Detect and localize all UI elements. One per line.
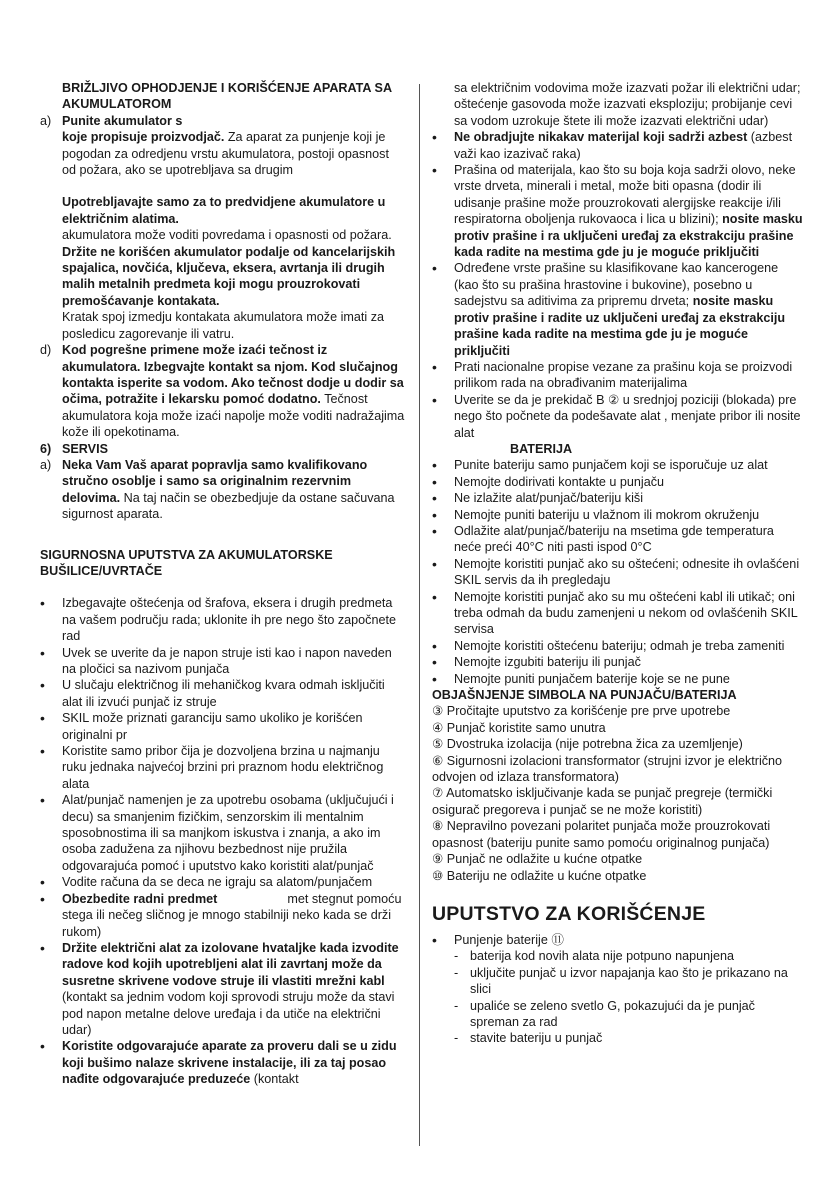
column-divider bbox=[419, 84, 420, 1146]
usage-steps bbox=[432, 948, 804, 1046]
list-item-rest: Prašina od materijala, kao što su boja koja sadrži olovo, neke vrste drveta, minerali i metal, može biti opasna (dodir ili udisanje prašine može prouzrokovati alergijske reakcije i/ili respiratorna oboljenja rukovaoca i lica u blizini); bbox=[454, 163, 796, 227]
list-item-text: U slučaju električnog ili mehaničkog kvara odmah isključiti alat ili izvući punjač iz struje bbox=[62, 678, 385, 709]
list-item bbox=[432, 654, 804, 670]
list-item-rest: (kontakt sa jednim vodom koji sprovodi struju može da stavi pod napon metalne delove uređaja i da utiče na električni udar) bbox=[62, 990, 395, 1037]
bullet-dot: • bbox=[432, 931, 437, 948]
bullet-dot: • bbox=[432, 129, 437, 146]
battery-list bbox=[432, 457, 804, 687]
symbol-item: ⑧ Nepravilno povezani polaritet punjača može prouzrokovati opasnost (bateriju punite samo pomoću originalnog punjača) bbox=[432, 819, 771, 850]
symbol-item: ④ Punjač koristite samo unutra bbox=[432, 720, 606, 735]
bullet-dot: • bbox=[432, 588, 437, 605]
item-d-liquid bbox=[40, 342, 405, 440]
list-item-text bbox=[454, 260, 804, 358]
list-item-bold: nosite masku protiv prašine i radite uz uključeni uređaj za ekstrakciju prašine kada radite na mestima gde ju je moguće priključiti bbox=[454, 294, 786, 358]
section-marker: 6) bbox=[40, 441, 52, 456]
list-item-bold: Obezbedite radni predmet bbox=[62, 891, 218, 906]
list-item-rest: (azbest važi kao izazivač raka) bbox=[454, 130, 793, 161]
list-item-text: Nemojte koristiti punjač ako su oštećeni; odnesite ih ovlašćeni SKIL servis da ih pregledaju bbox=[454, 556, 800, 588]
list-item-text: Uverite se da je prekidač B ② u srednjoj poziciji (blokada) pre nego što počnete da podešavate alat , menjate pribor ili nosite alat bbox=[454, 392, 801, 440]
bullet-dot: • bbox=[432, 391, 437, 408]
symbol-item: ③ Pročitajte uputstvo za korišćenje pre prve upotrebe bbox=[432, 704, 731, 719]
step-item bbox=[432, 1030, 804, 1046]
list-item-text: Uvek se uverite da je napon struje isti kao i napon naveden na pločici sa nazivom punjača bbox=[62, 645, 392, 676]
item-marker: d) bbox=[40, 343, 52, 358]
list-item bbox=[432, 490, 804, 506]
list-item-workpiece bbox=[40, 891, 405, 940]
list-item-text bbox=[454, 162, 804, 260]
bullet-dot: • bbox=[432, 162, 437, 179]
list-item-text: Izbegavajte oštećenja od šrafova, eksera i drugih predmeta na vašem području rada; uklonite ih pre nego što započnete rad bbox=[62, 596, 396, 644]
list-item-text bbox=[62, 891, 405, 940]
battery-section-title: BATERIJA bbox=[510, 441, 573, 456]
bullet-dot: • bbox=[40, 792, 45, 809]
item-marker: a) bbox=[40, 457, 52, 472]
list-item-bold: Koristite odgovarajuće aparate za proveru dali se u zidu koji bušimo nalaze skrivene instalacije, ili za taj posao nađite odgovarajuće preduzeće bbox=[62, 1039, 397, 1087]
item-b-use bbox=[40, 194, 405, 243]
list-item-rest: (kontakt bbox=[250, 1072, 299, 1087]
list-item bbox=[40, 645, 405, 678]
drill-safety-list bbox=[40, 595, 405, 1087]
bullet-dot: • bbox=[40, 677, 45, 694]
list-item-bold: nosite masku protiv prašine i ra uključeni uređaj za ekstrakciju prašine kada radite na mestima gde ju je moguće priključiti bbox=[454, 212, 803, 260]
list-item-text: Nemojte koristiti punjač ako su mu oštećeni kabl ili utikač; oni treba odmah da budu zamenjeni u nekom od ovlašćenih SKIL servisa bbox=[454, 589, 798, 637]
bullet-dot: • bbox=[432, 490, 437, 507]
left-column bbox=[40, 80, 405, 1088]
bullet-dot: • bbox=[40, 595, 45, 612]
list-item-text: Nemojte izgubiti bateriju ili punjač bbox=[454, 655, 641, 670]
list-item bbox=[40, 677, 405, 710]
list-item-carcinogen bbox=[432, 260, 804, 358]
bullet-dot: • bbox=[40, 939, 45, 956]
item-marker: a) bbox=[40, 113, 52, 128]
list-item-text: Nemojte puniti bateriju u vlažnom ili mokrom okruženju bbox=[454, 507, 760, 522]
item-servis-body bbox=[62, 457, 405, 523]
item-d-bold: Kod pogrešne primene može izaći tečnost iz akumulatora. Izbegvajte kontakt sa njom. Kod slučajnog kontakta isperite sa vodom. Ako tečnost dodje u dodir sa očima, potražite i lekarsku pomoć dodatno. bbox=[62, 343, 404, 407]
right-column bbox=[432, 80, 804, 1047]
list-item-text: SKIL može priznati garanciju samo ukoliko je korišćen originalni pr bbox=[62, 711, 363, 742]
item-servis-text: Na taj način se obezbedjuje da ostane sačuvana sigurnost aparata. bbox=[62, 490, 395, 522]
continued-text: sa električnim vodovima može izazvati požar ili električni udar; oštećenje gasovoda može izazvati eksploziju; probijanje cevi sa vodom uzrokuje štete ili može izazvati električni udar) bbox=[454, 81, 801, 128]
step-text: uključite punjač u izvor napajanja kao što je prikazano na slici bbox=[470, 965, 788, 997]
list-item-text: Alat/punjač namenjen je za upotrebu osobama (uključujući i decu) sa smanjenim fizičkim, senzorskim ili mentalnim sposobnostima ili sa manjkom iskustva i znanja, a ako im osoba zadužena za njihovu bezbednost nije pružila odgovarajuća pomoć i uputstvo kako koristiti alat/punjač bbox=[62, 793, 394, 873]
list-item-text: Ne izlažite alat/punjač/bateriju kiši bbox=[454, 491, 643, 506]
list-item bbox=[432, 457, 804, 473]
item-a-body bbox=[62, 129, 405, 178]
item-servis-a bbox=[40, 457, 405, 523]
list-item bbox=[432, 638, 804, 654]
step-text: stavite bateriju u punjač bbox=[470, 1031, 603, 1046]
bullet-dot: • bbox=[432, 670, 437, 687]
item-d-text: Tečnost akumulatora koja može izaći napolje može voditi nadražajima kože ili opekotinama. bbox=[62, 392, 405, 440]
step-text: baterija kod novih alata nije potpuno napunjena bbox=[470, 949, 734, 964]
item-a-bold: koje propisuje proizvodjač. bbox=[62, 130, 225, 145]
item-servis-bold: Neka Vam Vaš aparat popravlja samo kvalifikovano stručno osoblje i samo sa originalnim rezervnim delovima. bbox=[62, 457, 368, 505]
list-item bbox=[432, 507, 804, 523]
list-item-dust bbox=[432, 162, 804, 260]
drill-safety-heading: SIGURNOSNA UPUTSTVA ZA AKUMULATORSKE BUŠILICE/UVRTAČE bbox=[40, 547, 333, 578]
symbol-item: ⑨ Punjač ne odlažite u kućne otpatke bbox=[432, 852, 643, 867]
bullet-dot: • bbox=[40, 644, 45, 661]
bullet-dot: • bbox=[432, 457, 437, 474]
section-servis-title: SERVIS bbox=[62, 441, 108, 456]
list-item-text: Koristite samo pribor čija je dozvoljena brzina u najmanju ruku jednaka najvećoj brzini pri praznom hodu električnog alata bbox=[62, 744, 384, 791]
bullet-dot: • bbox=[40, 874, 45, 891]
symbol-item: ⑦ Automatsko isključivanje kada se punjač pregreje (termički osigurač pregoreva i punjač se ne može koristiti) bbox=[432, 786, 773, 817]
bullet-dot: • bbox=[432, 260, 437, 277]
symbols-list bbox=[432, 703, 804, 883]
bullet-dot: • bbox=[40, 710, 45, 727]
bullet-dot: • bbox=[40, 890, 45, 907]
step-text: upaliće se zeleno svetlo G, pokazujući da je punjač spreman za rad bbox=[470, 998, 755, 1029]
list-item-text: Nemojte koristiti oštećenu bateriju; odmah je treba zameniti bbox=[454, 638, 785, 653]
list-item-text: Vodite računa da se deca ne igraju sa alatom/punjačem bbox=[62, 875, 373, 890]
item-c-bold: Držite ne korišćen akumulator podalje od kancelarijskih spajalica, novčića, ključeva, eksera, avrtanja ili drugih malih metalnih predmeta koji mogu prouzrokovati premošćavanje kontakata. bbox=[62, 244, 396, 308]
list-item bbox=[432, 523, 804, 556]
list-item-text: Nemojte dodirivati kontakte u punjaču bbox=[454, 474, 665, 489]
bullet-dot: • bbox=[40, 743, 45, 760]
bullet-dot: • bbox=[432, 522, 437, 539]
bullet-dot: • bbox=[432, 473, 437, 490]
dash-marker: - bbox=[454, 949, 459, 964]
bullet-dot: • bbox=[40, 1038, 45, 1055]
dash-marker: - bbox=[454, 965, 459, 980]
item-a-charge bbox=[40, 113, 405, 179]
usage-heading: UPUTSTVO ZA KORIŠĆENJE bbox=[432, 902, 706, 925]
list-item-text bbox=[62, 940, 405, 1038]
section-servis bbox=[40, 441, 405, 457]
bullet-dot: • bbox=[432, 506, 437, 523]
list-item bbox=[40, 874, 405, 890]
bullet-dot: • bbox=[432, 654, 437, 671]
symbol-item: ⑤ Dvostruka izolacija (nije potrebna žica za uzemljenje) bbox=[432, 737, 743, 752]
list-item-text: Prati nacionalne propise vezane za prašinu koja se proizvodi prilikom rada na obrađivanim materijalima bbox=[454, 359, 793, 391]
list-item-asbestos bbox=[432, 129, 804, 162]
item-b-text: akumulatora može voditi povredama i opasnosti od požara. bbox=[62, 228, 392, 243]
list-item-insulated-grips bbox=[40, 940, 405, 1038]
list-item bbox=[432, 671, 804, 687]
battery-care-heading: BRIŽLJIVO OPHODJENJE I KORIŠĆENJE APARATA SA AKUMULATOROM bbox=[62, 81, 392, 112]
list-item-text: Nemojte puniti punjačem baterije koje se ne pune bbox=[454, 671, 730, 686]
list-item-detector bbox=[40, 1038, 405, 1087]
list-item-bold: Ne obradjujte nikakav materijal koji sadrži azbest bbox=[454, 130, 748, 145]
symbol-item: ⑥ Sigurnosni izolacioni transformator (strujni izvor je električno odvojen od izlaza transformatora) bbox=[432, 753, 783, 785]
item-a-text: Za aparat za punjenje koji je pogodan za odredjenu vrstu akumulatora, postoji opasnost od požara, ako se upotrebljava sa drugim bbox=[62, 130, 389, 178]
list-item-charging bbox=[432, 932, 804, 948]
symbol-item: ⑩ Bateriju ne odlažite u kućne otpatke bbox=[432, 868, 647, 883]
item-a-title: Punite akumulator s bbox=[62, 113, 183, 128]
list-item-rest: met stegnut pomoću stega ili nečeg sličnog je mnogo stabilniji neko kada se drži rukom) bbox=[62, 891, 405, 939]
step-item bbox=[432, 998, 804, 1031]
item-b-bold: Upotrebljavajte samo za to predvidjene akumulatore u električnim alatima. bbox=[62, 195, 386, 226]
step-item bbox=[432, 948, 804, 964]
list-item bbox=[432, 474, 804, 490]
list-item bbox=[40, 595, 405, 644]
list-item-text: Odlažite alat/punjač/bateriju na msetima gde temperatura neće preći 40°C niti pasti ispod 0°C bbox=[454, 523, 774, 555]
list-item bbox=[432, 556, 804, 589]
item-d-body bbox=[62, 342, 405, 440]
item-c-text: Kratak spoj izmedju kontakata akumulatora može imati za posledicu zagorevanje ili vatru. bbox=[62, 310, 384, 341]
list-item bbox=[40, 710, 405, 743]
list-item bbox=[40, 743, 405, 792]
bullet-dot: • bbox=[432, 555, 437, 572]
item-c-storage bbox=[40, 244, 405, 342]
list-item-bold: Držite električni alat za izolovane hvataljke kada izvodite radove kod kojih upotrebljeni alat ili zavrtanj može da susretne skrivene vodove struje ili vlastiti mrežni kabl bbox=[62, 940, 399, 988]
list-item-switch bbox=[432, 392, 804, 441]
step-item bbox=[432, 965, 804, 998]
list-item-rest: Određene vrste prašine su klasifikovane kao kancerogene (kao što su prašina hrastovine i bukovine), posebno u sadejstvu sa aditivima za pripremu drveta; bbox=[454, 261, 779, 309]
list-item-text: Punite bateriju samo punjačem koji se isporučuje uz alat bbox=[454, 458, 768, 473]
dash-marker: - bbox=[454, 998, 459, 1013]
bullet-dot: • bbox=[432, 358, 437, 375]
list-item bbox=[40, 792, 405, 874]
bullet-dot: • bbox=[432, 637, 437, 654]
list-item-text bbox=[454, 129, 804, 162]
list-item-regulations bbox=[432, 359, 804, 392]
list-item-text: Punjenje baterije ⑪ bbox=[454, 932, 564, 947]
symbols-heading: OBJAŠNJENJE SIMBOLA NA PUNJAČU/BATERIJA bbox=[432, 688, 737, 703]
list-item-text bbox=[62, 1038, 405, 1087]
dash-marker: - bbox=[454, 1031, 459, 1046]
list-item bbox=[432, 589, 804, 638]
